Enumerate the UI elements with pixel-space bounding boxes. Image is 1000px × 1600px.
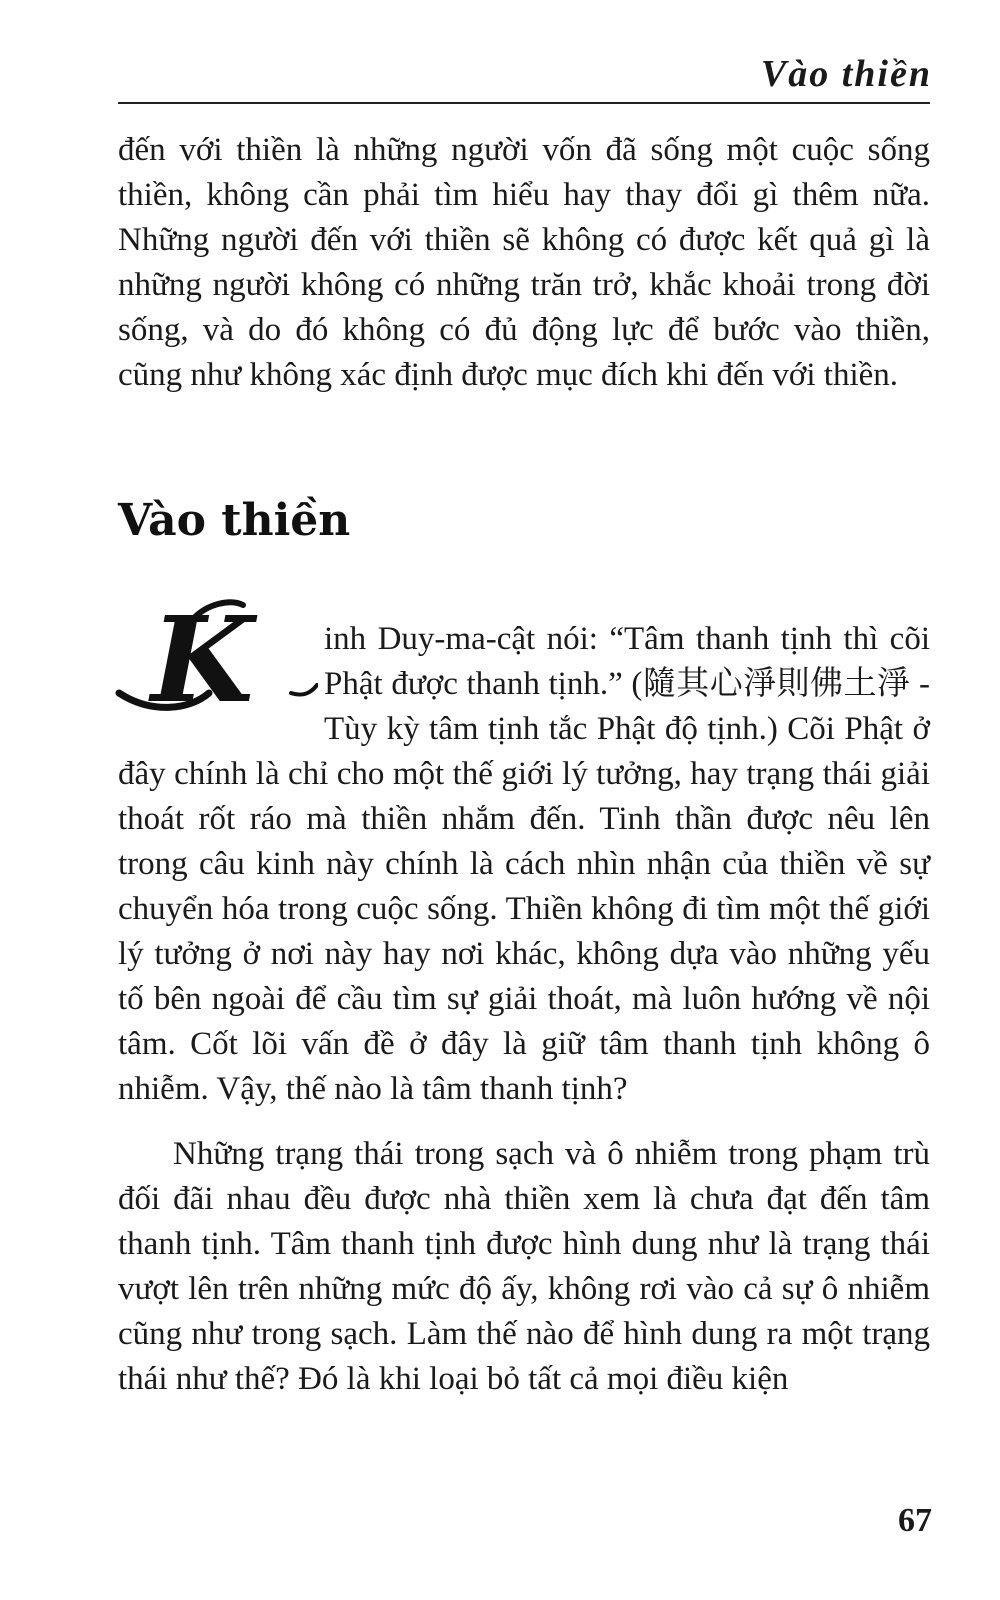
body-text-block-1 (118, 128, 930, 398)
section-heading: Vào thiền (118, 495, 351, 546)
page-number: 67 (898, 1502, 932, 1539)
paragraph: đến với thiền là những người vốn đã sống một cuộc sống thiền, không cần phải tìm hiểu hay thay đổi gì thêm nữa. Những người đến với thiền sẽ không có được kết quả gì là những người không có những trăn trở, khắc khoải trong đời sống, và do đó không có đủ động lực để bước vào thiền, cũng như không xác định được mục đích khi đến với thiền. (118, 132, 930, 393)
drop-cap-swash-icon (113, 597, 318, 712)
header-rule (118, 102, 930, 104)
body-text-block-3 (118, 1132, 930, 1402)
paragraph: Những trạng thái trong sạch và ô nhiễm trong phạm trù đối đãi nhau đều được nhà thiền xem là chưa đạt đến tâm thanh tịnh. Tâm thanh tịnh được hình dung như là trạng thái vượt lên trên những mức độ ấy, không rơi vào cả sự ô nhiễm cũng như trong sạch. Làm thế nào để hình dung ra một trạng thái như thế? Đó là khi loại bỏ tất cả mọi điều kiện (118, 1136, 930, 1397)
running-head: Vào thiền (760, 53, 932, 95)
body-text-block-2 (118, 597, 930, 1112)
drop-cap-letter: K (151, 597, 254, 712)
paragraph: inh Duy-ma-cật nói: “Tâm thanh tịnh thì cõi Phật được thanh tịnh.” (隨其心淨則佛土淨 - Tùy kỳ tâm tịnh tắc Phật độ tịnh.) Cõi Phật ở đây chính là chỉ cho một thế giới lý tưởng, hay trạng thái giải thoát rốt ráo mà thiền nhắm đến. Tinh thần được nêu lên trong câu kinh này chính là cách nhìn nhận của thiền về sự chuyển hóa trong cuộc sống. Thiền không đi tìm một thế giới lý tưởng ở nơi này hay nơi khác, không dựa vào những yếu tố bên ngoài để cầu tìm sự giải thoát, mà luôn hướng về nội tâm. Cốt lõi vấn đề ở đây là giữ tâm thanh tịnh không ô nhiễm. Vậy, thế nào là tâm thanh tịnh? (118, 621, 930, 1107)
drop-cap (113, 597, 318, 712)
